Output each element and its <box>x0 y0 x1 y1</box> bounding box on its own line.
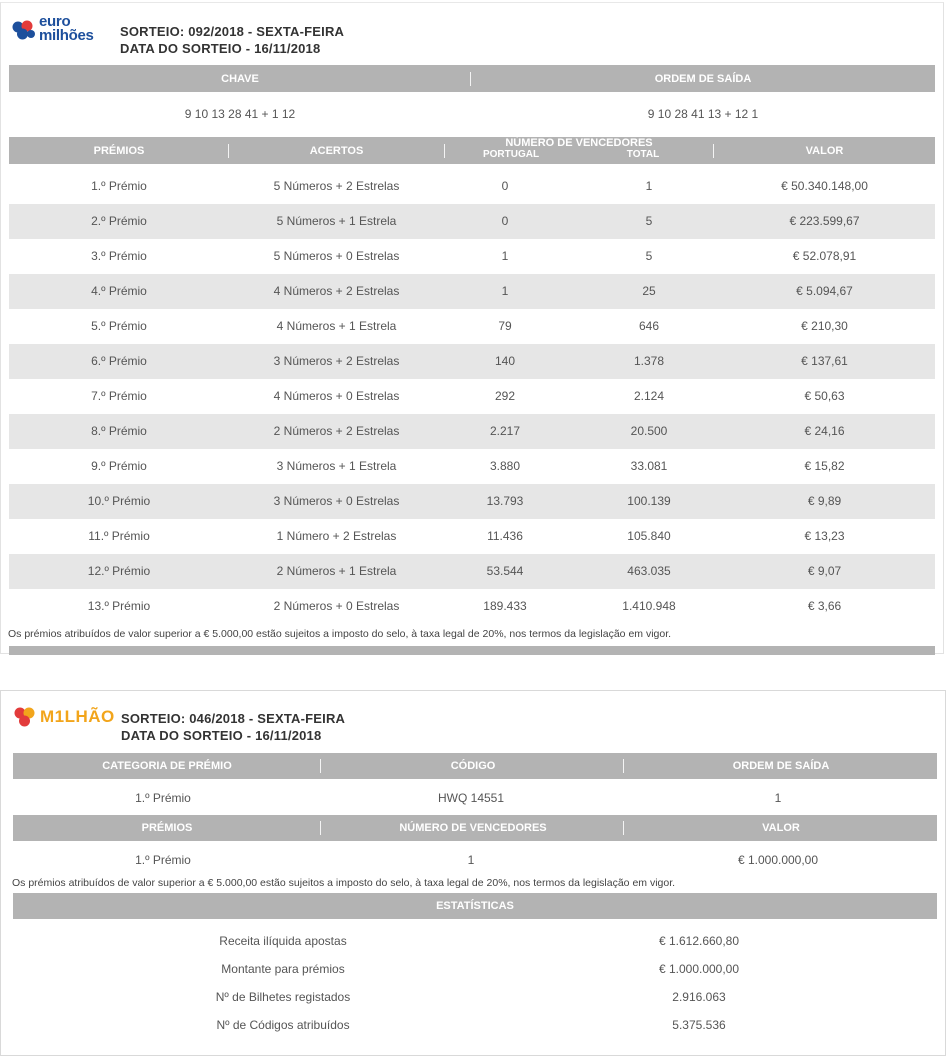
euromilhoes-logo <box>11 15 111 49</box>
cell-total: 5 <box>645 249 653 263</box>
cell-acertos: 2 Números + 2 Estrelas <box>273 424 400 438</box>
cell-total: 20.500 <box>630 424 668 438</box>
cell-valor: € 137,61 <box>801 354 848 368</box>
cell-portugal: 1 <box>501 284 509 298</box>
draw-date: DATA DO SORTEIO - 16/11/2018 <box>121 728 322 743</box>
table-row <box>9 554 935 589</box>
cell-acertos: 4 Números + 0 Estrelas <box>273 389 400 403</box>
cell-premio: 9.º Prémio <box>91 459 147 473</box>
header-portugal: PORTUGAL <box>482 149 540 160</box>
header-estatisticas: ESTATÍSTICAS <box>436 900 514 912</box>
header-separator <box>623 821 624 835</box>
header-ordem-saida: ORDEM DE SAÍDA <box>732 760 830 772</box>
euromilhoes-card <box>0 2 944 654</box>
draw-heading <box>121 710 345 744</box>
cell-valor: € 24,16 <box>804 424 845 438</box>
logo-line-milhoes: milhões <box>39 27 94 44</box>
milhao-logo-text: M1LHÃO <box>40 707 115 726</box>
cell-valor: € 3,66 <box>807 599 842 613</box>
cell-acertos: 4 Números + 2 Estrelas <box>273 284 400 298</box>
cell-valor: € 50.340.148,00 <box>781 179 868 193</box>
cell-total: 2.124 <box>633 389 665 403</box>
tax-note: Os prémios atribuídos de valor superior a € 5.000,00 estão sujeitos a imposto do selo, à taxa legal de 20%, nos termos da legislação em vigor. <box>12 877 676 889</box>
logo-line-euro: euro <box>39 13 71 30</box>
cell-acertos: 2 Números + 0 Estrelas <box>273 599 400 613</box>
cell-portugal: 0 <box>501 214 509 228</box>
cell-premio: 2.º Prémio <box>91 214 147 228</box>
stat-label: Nº de Bilhetes registados <box>215 990 351 1004</box>
cell-vencedores: 1 <box>467 853 475 867</box>
cell-total: 5 <box>645 214 653 228</box>
cell-total: 33.081 <box>630 459 668 473</box>
cell-total: 25 <box>642 284 656 298</box>
cell-valor: € 9,89 <box>807 494 842 508</box>
cell-acertos: 2 Números + 1 Estrela <box>276 564 397 578</box>
header-separator <box>623 759 624 773</box>
cell-valor: € 13,23 <box>804 529 845 543</box>
cell-total: 463.035 <box>627 564 671 578</box>
code-header-bar <box>13 753 937 779</box>
stats-row <box>13 955 937 983</box>
cell-premio: 3.º Prémio <box>91 249 147 263</box>
table-row <box>9 449 935 484</box>
stat-value: € 1.612.660,80 <box>658 934 740 948</box>
header-premios: PRÉMIOS <box>93 144 145 157</box>
ordem-saida-value: 9 10 28 41 13 + 12 1 <box>647 107 759 121</box>
cell-portugal: 0 <box>501 179 509 193</box>
cell-acertos: 5 Números + 2 Estrelas <box>273 179 400 193</box>
prize-header-bar <box>13 815 937 841</box>
stat-label: Nº de Códigos atribuídos <box>216 1018 350 1032</box>
cell-acertos: 3 Números + 0 Estrelas <box>273 494 400 508</box>
cell-valor: € 15,82 <box>804 459 845 473</box>
table-row <box>9 274 935 309</box>
cell-premio: 11.º Prémio <box>88 529 150 543</box>
header-chave: CHAVE <box>221 72 259 85</box>
header-vencedores: NÚMERO DE VENCEDORES <box>505 137 653 149</box>
table-row <box>9 414 935 449</box>
stat-value: € 1.000.000,00 <box>658 962 740 976</box>
cell-total: 1 <box>645 179 653 193</box>
cell-ordem-saida: 1 <box>774 791 782 805</box>
table-row <box>9 519 935 554</box>
header-premios: PRÉMIOS <box>141 822 193 834</box>
stats-row <box>13 927 937 955</box>
cell-acertos: 3 Números + 1 Estrela <box>276 459 397 473</box>
header-vencedores: NÚMERO DE VENCEDORES <box>399 822 547 834</box>
cell-premio: 6.º Prémio <box>91 354 147 368</box>
stat-value: 2.916.063 <box>672 990 726 1004</box>
stats-row <box>13 983 937 1011</box>
cell-premio: 7.º Prémio <box>91 389 147 403</box>
cell-acertos: 4 Números + 1 Estrela <box>276 319 397 333</box>
table-row <box>9 379 935 414</box>
euromilhoes-logo-text <box>39 15 94 43</box>
milhao-logo <box>13 706 115 732</box>
cell-acertos: 5 Números + 0 Estrelas <box>273 249 400 263</box>
stars-clover-icon <box>11 19 37 43</box>
cell-portugal: 189.433 <box>483 599 527 613</box>
header-valor: VALOR <box>805 144 844 157</box>
stat-label: Receita ilíquida apostas <box>219 934 347 948</box>
cell-portugal: 2.217 <box>489 424 521 438</box>
table-row <box>9 484 935 519</box>
cell-acertos: 3 Números + 2 Estrelas <box>273 354 400 368</box>
draw-number: SORTEIO: 092/2018 - SEXTA-FEIRA <box>120 24 345 39</box>
cell-premio: 12.º Prémio <box>87 564 151 578</box>
cell-total: 105.840 <box>627 529 671 543</box>
cell-premio: 1.º Prémio <box>91 179 147 193</box>
stat-value: 5.375.536 <box>672 1018 726 1032</box>
prizes-header-bar <box>9 137 935 164</box>
header-acertos: ACERTOS <box>309 144 364 157</box>
cell-acertos: 1 Número + 2 Estrelas <box>276 529 397 543</box>
cell-acertos: 5 Números + 1 Estrela <box>276 214 397 228</box>
key-header-bar <box>9 65 935 92</box>
table-row <box>9 309 935 344</box>
table-row <box>9 169 935 204</box>
clover-icon <box>13 706 37 728</box>
draw-date: DATA DO SORTEIO - 16/11/2018 <box>120 41 321 56</box>
cell-total: 1.378 <box>633 354 665 368</box>
cell-premio: 5.º Prémio <box>91 319 147 333</box>
chave-value: 9 10 13 28 41 + 1 12 <box>184 107 296 121</box>
table-row <box>13 846 937 874</box>
cell-categoria: 1.º Prémio <box>135 791 191 805</box>
cell-codigo: HWQ 14551 <box>437 791 505 805</box>
cell-portugal: 13.793 <box>486 494 524 508</box>
header-total: TOTAL <box>626 149 660 160</box>
tax-note: Os prémios atribuídos de valor superior a € 5.000,00 estão sujeitos a imposto do selo, à taxa legal de 20%, nos termos da legislação em vigor. <box>8 628 672 640</box>
footer-bar <box>9 646 935 655</box>
cell-portugal: 3.880 <box>489 459 521 473</box>
cell-portugal: 11.436 <box>487 529 523 543</box>
cell-portugal: 140 <box>494 354 516 368</box>
cell-premio: 10.º Prémio <box>87 494 151 508</box>
table-row <box>9 239 935 274</box>
table-row <box>13 784 937 812</box>
cell-valor: € 5.094,67 <box>796 284 853 298</box>
cell-total: 646 <box>638 319 660 333</box>
stats-header-bar <box>13 893 937 919</box>
draw-heading <box>120 23 344 57</box>
header-ordem-saida: ORDEM DE SAÍDA <box>654 72 752 85</box>
header-valor: VALOR <box>762 822 800 834</box>
stat-label: Montante para prémios <box>221 962 345 976</box>
cell-total: 100.139 <box>627 494 671 508</box>
cell-portugal: 1 <box>501 249 509 263</box>
cell-valor: € 223.599,67 <box>789 214 860 228</box>
cell-valor: € 52.078,91 <box>792 249 857 263</box>
table-row <box>9 204 935 239</box>
header-codigo: CÓDIGO <box>450 760 496 772</box>
cell-premio: 4.º Prémio <box>91 284 147 298</box>
stats-row <box>13 1011 937 1039</box>
cell-valor: € 210,30 <box>801 319 848 333</box>
cell-valor: € 1.000.000,00 <box>737 853 819 867</box>
cell-total: 1.410.948 <box>622 599 676 613</box>
table-row <box>9 589 935 624</box>
cell-portugal: 292 <box>494 389 516 403</box>
draw-number: SORTEIO: 046/2018 - SEXTA-FEIRA <box>121 711 346 726</box>
cell-portugal: 79 <box>498 319 512 333</box>
cell-valor: € 9,07 <box>807 564 842 578</box>
milhao-card <box>0 690 946 1056</box>
cell-premio: 8.º Prémio <box>91 424 147 438</box>
cell-valor: € 50,63 <box>804 389 845 403</box>
header-categoria: CATEGORIA DE PRÉMIO <box>102 760 232 772</box>
table-row <box>9 344 935 379</box>
cell-premio: 13.º Prémio <box>87 599 151 613</box>
cell-portugal: 53.544 <box>486 564 524 578</box>
cell-premio: 1.º Prémio <box>135 853 191 867</box>
